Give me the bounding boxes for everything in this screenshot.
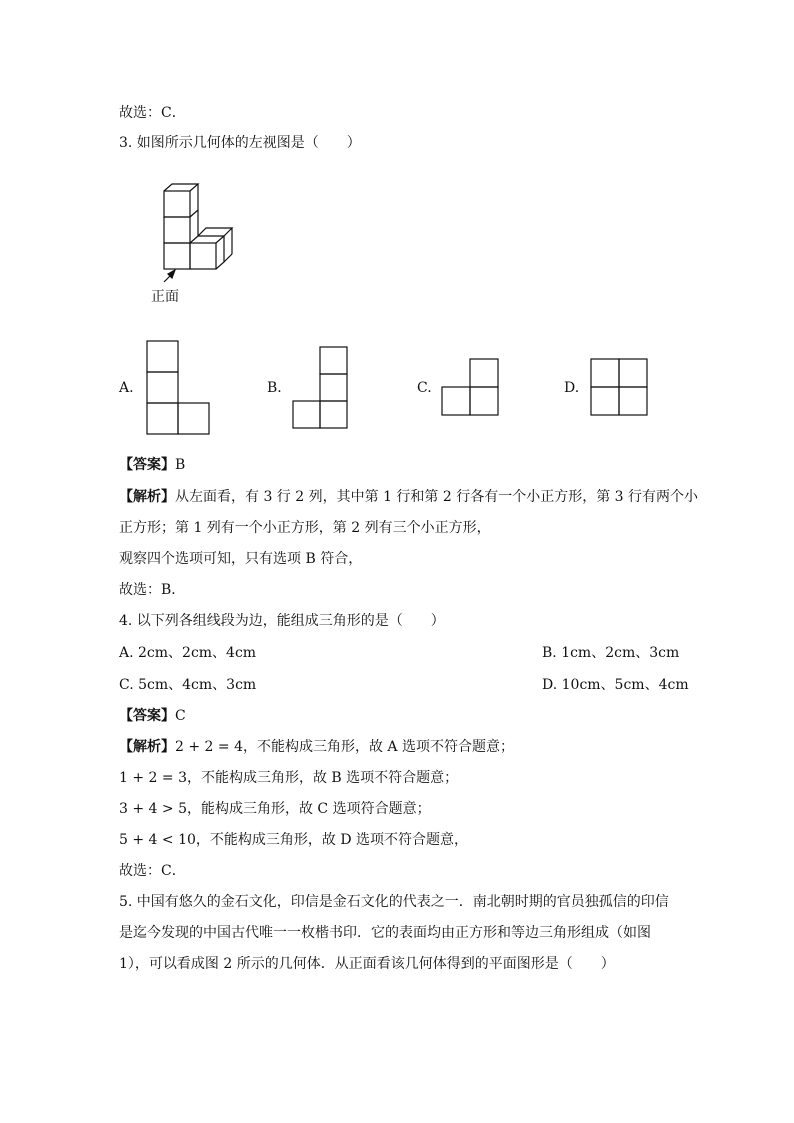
answer-tag: 【答案】 [119,708,175,724]
answer-value: B [175,457,186,473]
q3-option-a-figure[interactable] [146,340,212,437]
q5-stem-2: 是迄今发现的中国古代唯一一枚楷书印．它的表面均由正方形和等边三角形组成（如图 [119,925,651,941]
q3-option-a-label[interactable]: A. [119,380,134,396]
q4-choose: 故选：C． [119,863,186,879]
q3-answer [119,455,185,475]
analysis-tag: 【解析】 [119,739,175,755]
cube-figure [150,180,250,285]
q3-choose: 故选：B． [119,582,186,598]
q3-option-c-figure[interactable] [441,358,501,418]
q4-analysis-1 [119,737,514,757]
q4-answer [119,706,186,726]
analysis-text: 从左面看，有 3 行 2 列，其中第 1 行和第 2 行各有一个小正方形，第 3 行有两个小 [175,489,699,505]
q3-analysis-3: 观察四个选项可知，只有选项 B 符合， [119,551,363,567]
q4-option-c[interactable]: C. 5cm、4cm、3cm [119,677,257,693]
answer-value: C [175,708,186,724]
analysis-text: 2 + 2 = 4，不能构成三角形，故 A 选项不符合题意； [175,739,514,755]
q3-stem: 3. 如图所示几何体的左视图是（ ） [119,135,361,151]
q3-option-c-label[interactable]: C. [417,380,432,396]
q4-option-b[interactable]: B. 1cm、2cm、3cm [542,645,680,661]
q4-analysis-4: 5 + 4 < 10，不能构成三角形，故 D 选项不符合题意， [119,832,469,848]
q4-option-d[interactable]: D. 10cm、5cm、4cm [542,677,689,693]
q3-option-d-label[interactable]: D. [564,380,580,396]
q4-analysis-2: 1 + 2 = 3，不能构成三角形，故 B 选项不符合题意； [119,770,459,786]
front-label: 正面 [151,289,179,305]
q3-option-b-label[interactable]: B. [267,380,282,396]
analysis-tag: 【解析】 [119,489,175,505]
q4-analysis-3: 3 + 4 > 5，能构成三角形，故 C 选项符合题意； [119,801,431,817]
q3-analysis-2: 正方形；第 1 列有一个小正方形，第 2 列有三个小正方形， [119,520,491,536]
q4-stem: 4. 以下列各组线段为边，能组成三角形的是（ ） [119,613,445,629]
q2-choose: 故选：C． [119,105,186,121]
q4-option-a[interactable]: A. 2cm、2cm、4cm [119,645,257,661]
q3-option-b-figure[interactable] [292,346,350,430]
answer-tag: 【答案】 [119,457,175,473]
q3-analysis-1 [119,487,698,507]
q5-stem-3: 1），可以看成图 2 所示的几何体．从正面看该几何体得到的平面图形是（ ） [119,956,615,972]
q5-stem-1: 5. 中国有悠久的金石文化，印信是金石文化的代表之一．南北朝时期的官员独孤信的印信 [119,894,669,910]
q3-option-d-figure[interactable] [590,358,650,418]
